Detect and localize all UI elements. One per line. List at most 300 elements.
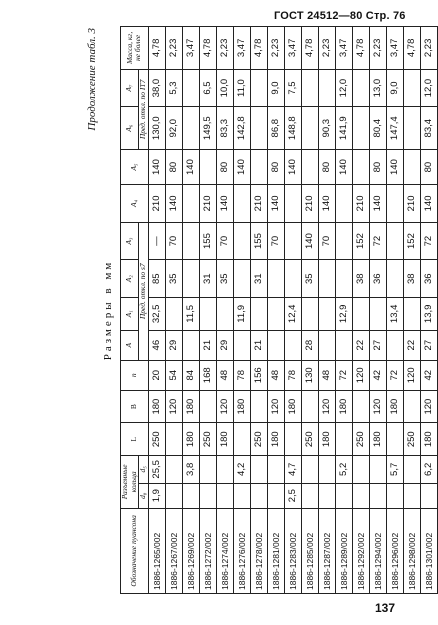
table-cell bbox=[284, 423, 301, 456]
table-cell: 85 bbox=[148, 260, 165, 298]
table-cell: 152 bbox=[352, 222, 369, 260]
table-cell: 3,47 bbox=[386, 27, 403, 70]
table-cell: 70 bbox=[318, 222, 335, 260]
table-cell: 4,78 bbox=[352, 27, 369, 70]
table-row bbox=[403, 27, 420, 594]
table-cell bbox=[318, 456, 335, 484]
table-cell: 80 bbox=[318, 150, 335, 185]
table-cell: 13,4 bbox=[386, 298, 403, 331]
table-cell: 250 bbox=[250, 423, 267, 456]
table-cell bbox=[267, 298, 284, 331]
table-cell: 180 bbox=[148, 390, 165, 423]
table-cell: 210 bbox=[403, 185, 420, 223]
col-A7: A₇ bbox=[121, 69, 139, 107]
table-cell: 2,23 bbox=[369, 27, 386, 70]
col-A4: A₄ bbox=[121, 185, 149, 223]
col-A1: A₁ bbox=[121, 298, 139, 331]
col-d5: d₅ bbox=[139, 456, 149, 484]
table-row bbox=[182, 27, 199, 594]
table-cell: — bbox=[148, 222, 165, 260]
table-cell bbox=[250, 150, 267, 185]
table-cell bbox=[335, 260, 352, 298]
table-cell bbox=[284, 260, 301, 298]
table-cell: 4,78 bbox=[403, 27, 420, 70]
table-cell bbox=[352, 456, 369, 484]
table-cell: 7,5 bbox=[284, 69, 301, 107]
table-cell: 141,9 bbox=[335, 107, 352, 150]
designation-cell: 1886-1292/002 bbox=[352, 508, 369, 593]
table-cell bbox=[233, 483, 250, 508]
table-cell: 180 bbox=[233, 390, 250, 423]
table-cell: 180 bbox=[216, 423, 233, 456]
table-cell: 152 bbox=[403, 222, 420, 260]
table-cell: 120 bbox=[403, 360, 420, 390]
table-cell: 3,47 bbox=[233, 27, 250, 70]
designation-cell: 1886-1274/002 bbox=[216, 508, 233, 593]
designation-cell: 1886-1267/002 bbox=[165, 508, 182, 593]
table-cell: 180 bbox=[420, 423, 437, 456]
table-row bbox=[250, 27, 267, 594]
designation-cell: 1886-1296/002 bbox=[386, 508, 403, 593]
tolerance-s7-header: Пред. откл. по s7 bbox=[139, 222, 149, 360]
table-cell bbox=[352, 298, 369, 331]
table-cell bbox=[335, 483, 352, 508]
page-header bbox=[274, 10, 406, 22]
table-body bbox=[148, 27, 437, 594]
table-cell bbox=[182, 483, 199, 508]
table-row bbox=[199, 27, 216, 594]
table-cell: 155 bbox=[199, 222, 216, 260]
table-cell: 2,5 bbox=[284, 483, 301, 508]
table-cell: 4,78 bbox=[301, 27, 318, 70]
table-cell: 140 bbox=[369, 185, 386, 223]
table-cell bbox=[352, 107, 369, 150]
page-label: Стр. 76 bbox=[365, 10, 406, 22]
table-cell: 140 bbox=[165, 185, 182, 223]
table-cell: 140 bbox=[284, 150, 301, 185]
table-cell: 250 bbox=[301, 423, 318, 456]
table-cell bbox=[403, 390, 420, 423]
table-row bbox=[267, 27, 284, 594]
table-cell: 54 bbox=[165, 360, 182, 390]
table-cell bbox=[318, 69, 335, 107]
table-cell bbox=[250, 107, 267, 150]
col-A: A bbox=[121, 330, 139, 360]
table-cell: 22 bbox=[403, 330, 420, 360]
table-cell: 35 bbox=[301, 260, 318, 298]
table-cell: 48 bbox=[216, 360, 233, 390]
table-cell: 9,0 bbox=[386, 69, 403, 107]
table-cell: 180 bbox=[284, 390, 301, 423]
table-cell: 5,2 bbox=[335, 456, 352, 484]
col-L: L bbox=[121, 423, 149, 456]
table-cell: 11,5 bbox=[182, 298, 199, 331]
table-cell: 3,8 bbox=[182, 456, 199, 484]
table-cell bbox=[420, 483, 437, 508]
table-cell: 120 bbox=[318, 390, 335, 423]
table-cell bbox=[199, 298, 216, 331]
table-cell: 13,0 bbox=[369, 69, 386, 107]
table-cell: 210 bbox=[148, 185, 165, 223]
table-cell: 21 bbox=[250, 330, 267, 360]
page-number: 137 bbox=[375, 601, 396, 615]
table-cell bbox=[335, 330, 352, 360]
table-cell bbox=[199, 456, 216, 484]
table-cell bbox=[403, 456, 420, 484]
designation-cell: 1886-1276/002 bbox=[233, 508, 250, 593]
table-cell: 80 bbox=[267, 150, 284, 185]
table-row bbox=[420, 27, 437, 594]
table-cell bbox=[182, 185, 199, 223]
table-cell: 5,3 bbox=[165, 69, 182, 107]
table-cell: 120 bbox=[352, 360, 369, 390]
table-cell bbox=[301, 298, 318, 331]
col-A5: A₅ bbox=[121, 150, 149, 185]
table-cell: 180 bbox=[318, 423, 335, 456]
col-A2: A₂ bbox=[121, 260, 139, 298]
table-cell: 2,23 bbox=[420, 27, 437, 70]
table-cell bbox=[403, 150, 420, 185]
table-cell: 210 bbox=[250, 185, 267, 223]
table-cell: 5,7 bbox=[386, 456, 403, 484]
table-cell: 84 bbox=[182, 360, 199, 390]
standard-code: ГОСТ 24512—80 bbox=[274, 10, 363, 22]
designation-cell: 1886-1272/002 bbox=[199, 508, 216, 593]
table-cell: 72 bbox=[420, 222, 437, 260]
continuation-note: Продолжение табл. 3 bbox=[86, 28, 98, 131]
table-cell: 48 bbox=[318, 360, 335, 390]
table-cell: 120 bbox=[216, 390, 233, 423]
table-cell: 72 bbox=[335, 360, 352, 390]
table-cell: 36 bbox=[420, 260, 437, 298]
table-cell bbox=[182, 330, 199, 360]
table-cell bbox=[199, 483, 216, 508]
table-cell bbox=[165, 483, 182, 508]
table-cell bbox=[250, 456, 267, 484]
table-cell bbox=[250, 69, 267, 107]
table-cell: 83,3 bbox=[216, 107, 233, 150]
table-cell: 140 bbox=[301, 222, 318, 260]
table-cell: 9,0 bbox=[267, 69, 284, 107]
table-cell bbox=[352, 390, 369, 423]
table-row bbox=[318, 27, 335, 594]
table-cell: 20 bbox=[148, 360, 165, 390]
table-cell: 140 bbox=[335, 150, 352, 185]
table-cell bbox=[403, 483, 420, 508]
table-cell bbox=[233, 185, 250, 223]
table-cell: 2,23 bbox=[165, 27, 182, 70]
table-cell: 3,47 bbox=[284, 27, 301, 70]
table-cell: 80 bbox=[420, 150, 437, 185]
table-cell: 72 bbox=[369, 222, 386, 260]
table-cell bbox=[352, 69, 369, 107]
table-cell bbox=[352, 483, 369, 508]
table-cell: 22 bbox=[352, 330, 369, 360]
table-cell: 2,23 bbox=[318, 27, 335, 70]
table-cell: 3,47 bbox=[335, 27, 352, 70]
dimensions-caption: Размеры в мм bbox=[102, 259, 114, 361]
table-cell: 250 bbox=[148, 423, 165, 456]
table-cell: 120 bbox=[267, 390, 284, 423]
table-cell: 250 bbox=[352, 423, 369, 456]
table-cell: 11,9 bbox=[233, 298, 250, 331]
table-cell bbox=[369, 456, 386, 484]
table-cell: 4,7 bbox=[284, 456, 301, 484]
table-cell bbox=[216, 456, 233, 484]
table-cell: 4,2 bbox=[233, 456, 250, 484]
designation-cell: 1886-1285/002 bbox=[301, 508, 318, 593]
table-cell: 42 bbox=[369, 360, 386, 390]
designation-cell: 1886-1281/002 bbox=[267, 508, 284, 593]
table-cell: 32,5 bbox=[148, 298, 165, 331]
table-cell bbox=[318, 298, 335, 331]
table-row bbox=[301, 27, 318, 594]
table-cell bbox=[182, 260, 199, 298]
table-cell: 120 bbox=[165, 390, 182, 423]
table-cell: 80 bbox=[216, 150, 233, 185]
table-cell: 21 bbox=[199, 330, 216, 360]
table-cell bbox=[216, 298, 233, 331]
table-cell: 31 bbox=[250, 260, 267, 298]
designation-cell: 1886-1265/002 bbox=[148, 508, 165, 593]
table-cell: 36 bbox=[369, 260, 386, 298]
table-cell: 38,0 bbox=[148, 69, 165, 107]
table-cell bbox=[250, 483, 267, 508]
designation-cell: 1886-1287/002 bbox=[318, 508, 335, 593]
table-cell: 147,4 bbox=[386, 107, 403, 150]
table-cell: 28 bbox=[301, 330, 318, 360]
table-cell bbox=[267, 483, 284, 508]
table-cell: 12,0 bbox=[420, 69, 437, 107]
col-mass: Масса, кг, не более bbox=[121, 27, 149, 70]
col-d8: d₈ bbox=[139, 483, 149, 508]
table-cell bbox=[284, 185, 301, 223]
table-cell bbox=[403, 107, 420, 150]
table-cell: 2,23 bbox=[216, 27, 233, 70]
table-cell bbox=[301, 107, 318, 150]
table-cell bbox=[386, 260, 403, 298]
table-cell: 78 bbox=[233, 360, 250, 390]
table-cell: 38 bbox=[352, 260, 369, 298]
table-cell bbox=[386, 330, 403, 360]
table-cell bbox=[216, 483, 233, 508]
table-cell: 80 bbox=[369, 150, 386, 185]
table-cell: 155 bbox=[250, 222, 267, 260]
col-n: n bbox=[121, 360, 149, 390]
table-cell: 4,78 bbox=[148, 27, 165, 70]
table-cell: 140 bbox=[267, 185, 284, 223]
table-cell: 38 bbox=[403, 260, 420, 298]
table-cell: 35 bbox=[165, 260, 182, 298]
table-cell: 4,78 bbox=[250, 27, 267, 70]
table-cell: 180 bbox=[182, 423, 199, 456]
table-cell bbox=[335, 185, 352, 223]
table-cell bbox=[233, 423, 250, 456]
table-row bbox=[386, 27, 403, 594]
table-cell bbox=[267, 260, 284, 298]
table-cell: 120 bbox=[369, 390, 386, 423]
table-cell: 210 bbox=[199, 185, 216, 223]
table-row bbox=[352, 27, 369, 594]
table-cell: 70 bbox=[267, 222, 284, 260]
table-cell bbox=[165, 298, 182, 331]
table-cell: 130 bbox=[301, 360, 318, 390]
table-cell bbox=[301, 69, 318, 107]
designation-cell: 1886-1283/002 bbox=[284, 508, 301, 593]
table-row bbox=[335, 27, 352, 594]
table-cell bbox=[182, 69, 199, 107]
table-row bbox=[284, 27, 301, 594]
col-A3: A₃ bbox=[121, 222, 139, 260]
table-cell bbox=[233, 260, 250, 298]
col-ring-group: Разъемные кольца bbox=[121, 456, 139, 509]
table-cell: 6,2 bbox=[420, 456, 437, 484]
table-row bbox=[233, 27, 250, 594]
table-cell: 4,78 bbox=[199, 27, 216, 70]
table-cell bbox=[335, 222, 352, 260]
table-cell bbox=[318, 260, 335, 298]
table-cell bbox=[301, 150, 318, 185]
table-cell: 140 bbox=[233, 150, 250, 185]
table-cell: 11,0 bbox=[233, 69, 250, 107]
table-cell: 180 bbox=[335, 390, 352, 423]
table-cell: 46 bbox=[148, 330, 165, 360]
table-cell: 92,0 bbox=[165, 107, 182, 150]
table-cell: 148,8 bbox=[284, 107, 301, 150]
tolerance-it7-header: Пред. откл. по IT7 bbox=[139, 69, 149, 149]
table-cell bbox=[250, 390, 267, 423]
table-cell: 168 bbox=[199, 360, 216, 390]
spec-table bbox=[120, 26, 438, 594]
table-cell: 210 bbox=[301, 185, 318, 223]
table-cell bbox=[318, 330, 335, 360]
table-cell: 70 bbox=[216, 222, 233, 260]
table-cell: 12,9 bbox=[335, 298, 352, 331]
table-cell bbox=[165, 423, 182, 456]
table-cell: 180 bbox=[267, 423, 284, 456]
table-cell: 35 bbox=[216, 260, 233, 298]
designation-cell: 1886-1298/002 bbox=[403, 508, 420, 593]
designation-cell: 1886-1301/002 bbox=[420, 508, 437, 593]
table-cell: 86,8 bbox=[267, 107, 284, 150]
table-cell: 180 bbox=[369, 423, 386, 456]
table-cell bbox=[267, 330, 284, 360]
table-cell: 2,23 bbox=[267, 27, 284, 70]
table-cell: 70 bbox=[165, 222, 182, 260]
table-cell: 140 bbox=[386, 150, 403, 185]
table-cell: 180 bbox=[386, 390, 403, 423]
table-cell bbox=[284, 222, 301, 260]
table-cell: 12,0 bbox=[335, 69, 352, 107]
table-cell bbox=[386, 483, 403, 508]
table-row bbox=[216, 27, 233, 594]
table-row bbox=[369, 27, 386, 594]
table-cell bbox=[301, 483, 318, 508]
table-cell bbox=[284, 330, 301, 360]
table-cell bbox=[318, 483, 335, 508]
table-cell: 140 bbox=[148, 150, 165, 185]
table-cell: 180 bbox=[182, 390, 199, 423]
table-cell bbox=[267, 456, 284, 484]
table-cell: 1,9 bbox=[148, 483, 165, 508]
table-cell bbox=[182, 107, 199, 150]
table-cell: 27 bbox=[420, 330, 437, 360]
table-cell: 140 bbox=[420, 185, 437, 223]
designation-cell: 1886-1294/002 bbox=[369, 508, 386, 593]
table-cell: 13,9 bbox=[420, 298, 437, 331]
rotated-table-area bbox=[84, 26, 435, 594]
table-cell: 140 bbox=[318, 185, 335, 223]
table-cell: 80 bbox=[165, 150, 182, 185]
table-row bbox=[165, 27, 182, 594]
table-cell: 120 bbox=[420, 390, 437, 423]
rotated-content bbox=[84, 26, 435, 594]
table-cell: 72 bbox=[386, 360, 403, 390]
table-cell: 149,5 bbox=[199, 107, 216, 150]
table-cell bbox=[386, 222, 403, 260]
table-cell: 142,8 bbox=[233, 107, 250, 150]
table-cell bbox=[301, 456, 318, 484]
table-cell: 80,4 bbox=[369, 107, 386, 150]
col-B: B bbox=[121, 390, 149, 423]
table-cell: 130,0 bbox=[148, 107, 165, 150]
table-cell bbox=[369, 298, 386, 331]
table-cell: 48 bbox=[267, 360, 284, 390]
table-cell bbox=[233, 330, 250, 360]
table-cell: 140 bbox=[216, 185, 233, 223]
table-cell bbox=[369, 483, 386, 508]
table-cell: 156 bbox=[250, 360, 267, 390]
col-A6: A₆ bbox=[121, 107, 139, 150]
table-row bbox=[148, 27, 165, 594]
table-cell: 250 bbox=[403, 423, 420, 456]
table-cell: 6,5 bbox=[199, 69, 216, 107]
designation-cell: 1886-1278/002 bbox=[250, 508, 267, 593]
table-cell bbox=[403, 69, 420, 107]
table-cell bbox=[182, 222, 199, 260]
table-cell: 210 bbox=[352, 185, 369, 223]
table-cell: 90,3 bbox=[318, 107, 335, 150]
table-cell bbox=[335, 423, 352, 456]
table-cell: 31 bbox=[199, 260, 216, 298]
table-cell bbox=[301, 390, 318, 423]
table-cell bbox=[352, 150, 369, 185]
table-cell: 78 bbox=[284, 360, 301, 390]
designation-cell: 1886-1289/002 bbox=[335, 508, 352, 593]
col-designation: Обозначение пуансона bbox=[121, 508, 149, 593]
table-cell: 12,4 bbox=[284, 298, 301, 331]
table-cell: 10,0 bbox=[216, 69, 233, 107]
table-cell: 140 bbox=[182, 150, 199, 185]
table-cell: 27 bbox=[369, 330, 386, 360]
table-cell: 83,4 bbox=[420, 107, 437, 150]
table-cell: 25,5 bbox=[148, 456, 165, 484]
table-cell: 250 bbox=[199, 423, 216, 456]
table-cell bbox=[403, 298, 420, 331]
table-cell bbox=[199, 390, 216, 423]
table-cell bbox=[199, 150, 216, 185]
table-cell bbox=[165, 456, 182, 484]
table-cell bbox=[250, 298, 267, 331]
designation-cell: 1886-1269/002 bbox=[182, 508, 199, 593]
table-cell bbox=[233, 222, 250, 260]
table-cell: 3,47 bbox=[182, 27, 199, 70]
table-cell bbox=[386, 185, 403, 223]
table-cell bbox=[386, 423, 403, 456]
table-cell: 42 bbox=[420, 360, 437, 390]
table-cell: 29 bbox=[216, 330, 233, 360]
table-cell: 29 bbox=[165, 330, 182, 360]
